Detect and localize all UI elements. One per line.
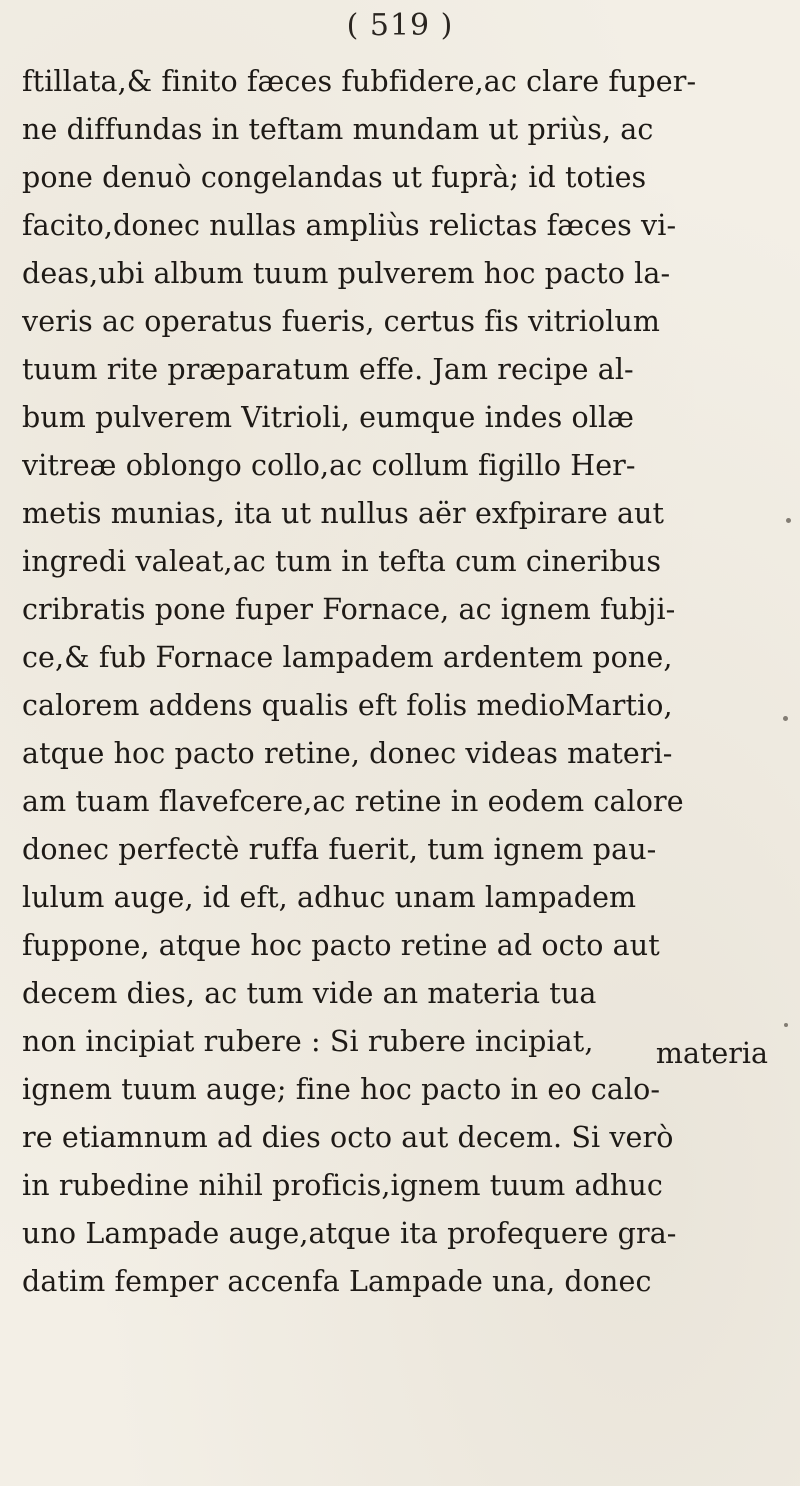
paper-speck	[784, 1023, 788, 1027]
text-line: in rubedine nihil proficis,ignem tuum adhuc	[22, 1169, 663, 1202]
text-line: am tuam flavefcere,ac retine in eodem calore	[22, 785, 684, 818]
text-line: fuppone, atque hoc pacto retine ad octo aut	[22, 929, 660, 962]
page-number: ( 519 )	[346, 8, 454, 43]
text-line: ingredi valeat,ac tum in tefta cum cineribus	[22, 545, 662, 578]
text-line: ftillata,& finito fæces fubfidere,ac clare fuper-	[22, 65, 697, 98]
text-line: facito,donec nullas ampliùs relictas fæces vi-	[22, 209, 677, 242]
text-line: pone denuò congelandas ut fuprà; id toties	[22, 161, 647, 194]
text-line: ne diffundas in teftam mundam ut priùs, ac	[22, 113, 654, 146]
text-line: uno Lampade auge,atque ita profequere gra-	[22, 1217, 677, 1250]
text-line: ce,& fub Fornace lampadem ardentem pone,	[22, 641, 673, 674]
text-line: deas,ubi album tuum pulverem hoc pacto la-	[22, 257, 671, 290]
text-line: metis munias, ita ut nullus aër exfpirare aut	[22, 497, 665, 530]
catchword: materia	[655, 1037, 768, 1070]
paper-speck	[783, 716, 788, 721]
text-line: non incipiat rubere : Si rubere incipiat,	[22, 1025, 594, 1058]
text-line: datim femper accenfa Lampade una, donec	[22, 1265, 652, 1298]
text-line: decem dies, ac tum vide an materia tua	[22, 977, 597, 1010]
body-text	[22, 58, 797, 1306]
text-line: lulum auge, id eft, adhuc unam lampadem	[22, 881, 637, 914]
text-line: donec perfectè ruffa fuerit, tum ignem pau-	[22, 833, 657, 866]
text-line: vitreæ oblongo collo,ac collum figillo Her-	[22, 449, 636, 482]
text-line: cribratis pone fuper Fornace, ac ignem fubji-	[22, 593, 676, 626]
text-line: ignem tuum auge; fine hoc pacto in eo calo-	[22, 1073, 661, 1106]
text-line: re etiamnum ad dies octo aut decem. Si verò	[22, 1121, 674, 1154]
text-line: atque hoc pacto retine, donec videas materi-	[22, 737, 673, 770]
text-line: calorem addens qualis eft folis medioMartio,	[22, 689, 673, 722]
text-line: veris ac operatus fueris, certus fis vitriolum	[22, 305, 660, 338]
text-line: tuum rite præparatum effe. Jam recipe al-	[22, 353, 634, 386]
text-line: bum pulverem Vitrioli, eumque indes ollæ	[22, 401, 635, 434]
paper-speck	[786, 518, 791, 523]
